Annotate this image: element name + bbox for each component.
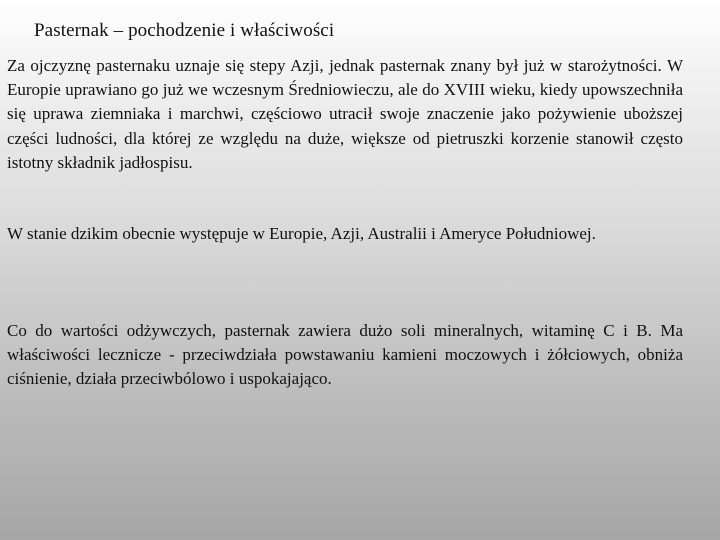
slide-title: Pasternak – pochodzenie i właściwości <box>34 20 335 41</box>
paragraph-habitat: W stanie dzikim obecnie występuje w Europie, Azji, Australii i Ameryce Południowej. <box>7 224 596 243</box>
paragraph-nutrition: Co do wartości odżywczych, pasternak zawiera dużo soli mineralnych, witaminę C i B. Ma właściwości lecznicze - przeciwdziała powstawaniu kamieni moczowych i żółciowych, obniża ciśnienie, działa przeciwbólowo i uspokajająco. <box>7 321 683 389</box>
paragraph-origin: Za ojczyznę pasternaku uznaje się stepy Azji, jednak pasternak znany był już w starożytności. W Europie uprawiano go już we wczesnym Średniowieczu, ale do XVIII wieku, kiedy upowszechniła się uprawa ziemniaka i marchwi, częściowo utracił swoje znaczenie jako pożywienie uboższej części ludności, dla której ze względu na duże, większe od pietruszki korzenie stanowił często istotny składnik jadłospisu. <box>7 56 683 172</box>
